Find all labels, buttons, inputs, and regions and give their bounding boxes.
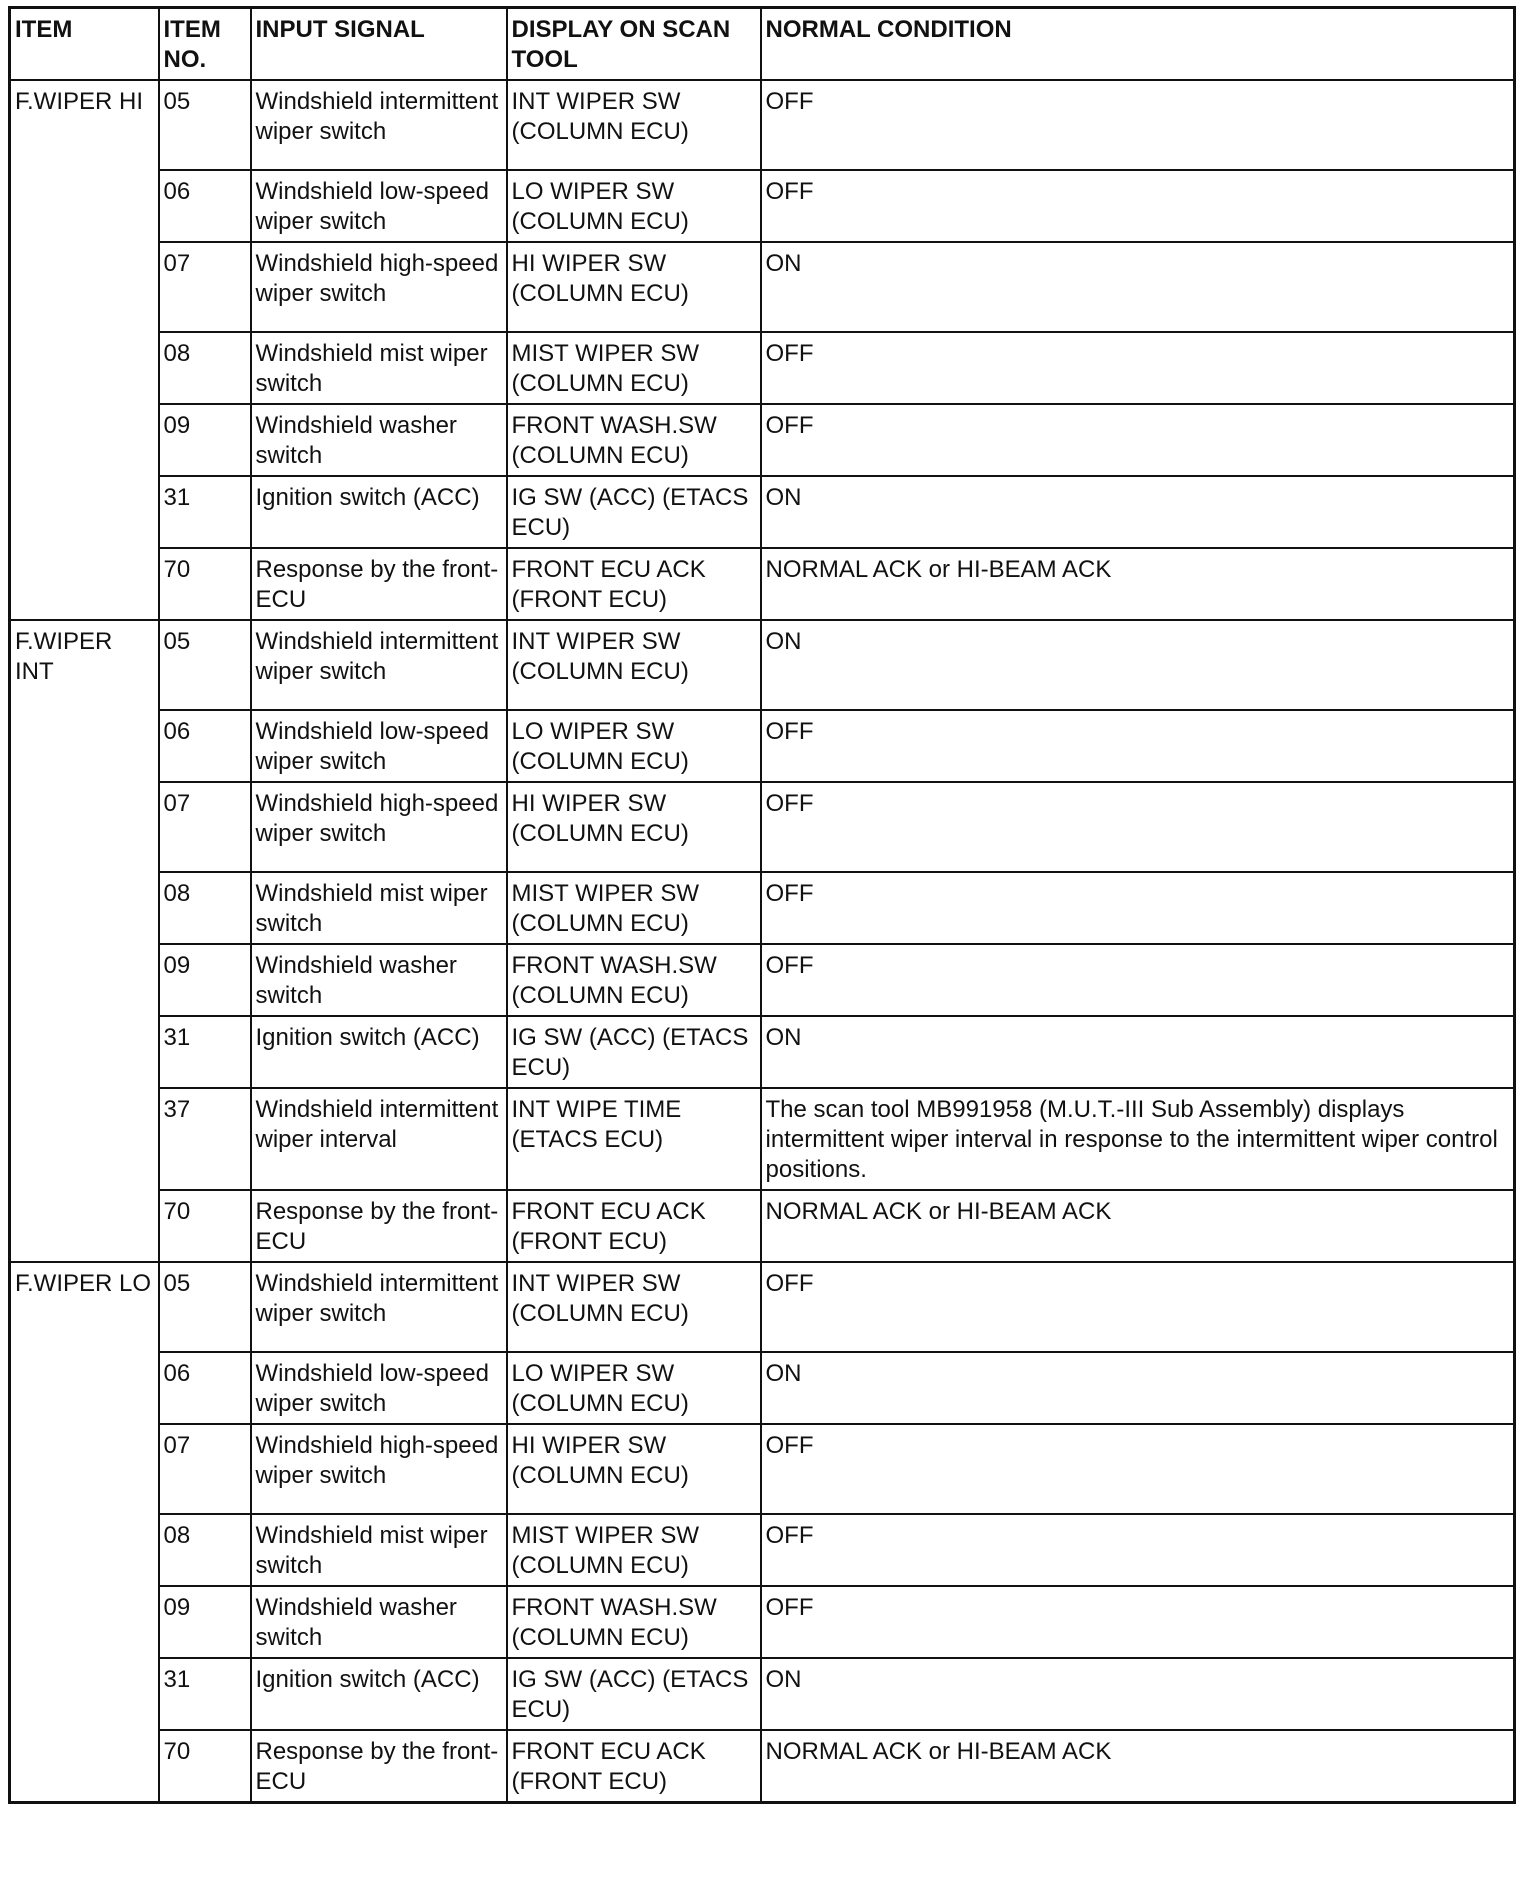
table-row — [10, 1190, 1515, 1262]
item-no-cell: 08 — [159, 332, 251, 404]
normal-condition-cell: OFF — [761, 1586, 1515, 1658]
item-no-cell: 05 — [159, 1262, 251, 1352]
item-no-cell: 31 — [159, 1658, 251, 1730]
normal-condition-cell: OFF — [761, 332, 1515, 404]
input-signal-cell: Windshield high-speed wiper switch — [251, 1424, 507, 1514]
normal-condition-cell: OFF — [761, 80, 1515, 170]
normal-condition-cell: ON — [761, 1352, 1515, 1424]
input-signal-cell: Windshield intermittent wiper switch — [251, 1262, 507, 1352]
table-body — [10, 80, 1515, 1803]
normal-condition-cell: ON — [761, 620, 1515, 710]
normal-condition-cell: OFF — [761, 944, 1515, 1016]
normal-condition-cell: OFF — [761, 404, 1515, 476]
normal-condition-cell: ON — [761, 1658, 1515, 1730]
normal-condition-cell: OFF — [761, 1514, 1515, 1586]
item-no-cell: 31 — [159, 1016, 251, 1088]
input-signal-cell: Windshield low-speed wiper switch — [251, 170, 507, 242]
header-item: ITEM — [10, 8, 159, 81]
item-no-cell: 09 — [159, 1586, 251, 1658]
item-no-cell: 37 — [159, 1088, 251, 1190]
table-row — [10, 548, 1515, 620]
item-no-cell: 09 — [159, 404, 251, 476]
header-normal-condition: NORMAL CONDITION — [761, 8, 1515, 81]
table-row — [10, 1088, 1515, 1190]
table-row — [10, 1586, 1515, 1658]
display-cell: HI WIPER SW (COLUMN ECU) — [507, 782, 761, 872]
display-cell: FRONT WASH.SW (COLUMN ECU) — [507, 1586, 761, 1658]
item-cell: F.WIPER LO — [10, 1262, 159, 1803]
table-row — [10, 1262, 1515, 1352]
item-no-cell: 70 — [159, 548, 251, 620]
header-display-on-scan-tool: DISPLAY ON SCAN TOOL — [507, 8, 761, 81]
table-row — [10, 1352, 1515, 1424]
input-signal-cell: Windshield high-speed wiper switch — [251, 782, 507, 872]
header-item-no: ITEM NO. — [159, 8, 251, 81]
item-no-cell: 06 — [159, 170, 251, 242]
table-row — [10, 476, 1515, 548]
table-row — [10, 944, 1515, 1016]
table-row — [10, 404, 1515, 476]
table-row — [10, 332, 1515, 404]
display-cell: FRONT WASH.SW (COLUMN ECU) — [507, 404, 761, 476]
item-no-cell: 09 — [159, 944, 251, 1016]
normal-condition-cell: ON — [761, 476, 1515, 548]
display-cell: MIST WIPER SW (COLUMN ECU) — [507, 1514, 761, 1586]
normal-condition-cell: The scan tool MB991958 (M.U.T.-III Sub Assembly) displays intermittent wiper interval in response to the intermittent wiper control positions. — [761, 1088, 1515, 1190]
header-input-signal: INPUT SIGNAL — [251, 8, 507, 81]
normal-condition-cell: ON — [761, 242, 1515, 332]
table-row — [10, 1424, 1515, 1514]
display-cell: FRONT WASH.SW (COLUMN ECU) — [507, 944, 761, 1016]
input-signal-cell: Ignition switch (ACC) — [251, 1016, 507, 1088]
item-no-cell: 07 — [159, 242, 251, 332]
input-signal-cell: Windshield washer switch — [251, 404, 507, 476]
input-signal-cell: Windshield low-speed wiper switch — [251, 710, 507, 782]
header-row — [10, 8, 1515, 81]
table-row — [10, 1016, 1515, 1088]
input-signal-cell: Windshield intermittent wiper switch — [251, 80, 507, 170]
display-cell: HI WIPER SW (COLUMN ECU) — [507, 242, 761, 332]
item-no-cell: 07 — [159, 782, 251, 872]
normal-condition-cell: ON — [761, 1016, 1515, 1088]
input-signal-cell: Windshield high-speed wiper switch — [251, 242, 507, 332]
display-cell: FRONT ECU ACK (FRONT ECU) — [507, 1730, 761, 1803]
display-cell: LO WIPER SW (COLUMN ECU) — [507, 710, 761, 782]
display-cell: HI WIPER SW (COLUMN ECU) — [507, 1424, 761, 1514]
input-signal-cell: Response by the front-ECU — [251, 1730, 507, 1803]
display-cell: IG SW (ACC) (ETACS ECU) — [507, 1658, 761, 1730]
normal-condition-cell: OFF — [761, 710, 1515, 782]
item-no-cell: 08 — [159, 1514, 251, 1586]
input-signal-cell: Response by the front-ECU — [251, 1190, 507, 1262]
display-cell: FRONT ECU ACK (FRONT ECU) — [507, 1190, 761, 1262]
display-cell: INT WIPER SW (COLUMN ECU) — [507, 620, 761, 710]
item-no-cell: 70 — [159, 1190, 251, 1262]
table-row — [10, 1514, 1515, 1586]
input-signal-cell: Windshield washer switch — [251, 944, 507, 1016]
normal-condition-cell: OFF — [761, 1424, 1515, 1514]
input-signal-cell: Windshield mist wiper switch — [251, 872, 507, 944]
display-cell: IG SW (ACC) (ETACS ECU) — [507, 476, 761, 548]
input-signal-cell: Ignition switch (ACC) — [251, 1658, 507, 1730]
input-signal-cell: Ignition switch (ACC) — [251, 476, 507, 548]
display-cell: FRONT ECU ACK (FRONT ECU) — [507, 548, 761, 620]
item-no-cell: 31 — [159, 476, 251, 548]
normal-condition-cell: NORMAL ACK or HI-BEAM ACK — [761, 548, 1515, 620]
input-signal-cell: Windshield intermittent wiper interval — [251, 1088, 507, 1190]
input-signal-cell: Windshield mist wiper switch — [251, 332, 507, 404]
data-list-table-container — [8, 6, 1513, 1804]
display-cell: LO WIPER SW (COLUMN ECU) — [507, 170, 761, 242]
item-no-cell: 05 — [159, 620, 251, 710]
item-no-cell: 05 — [159, 80, 251, 170]
normal-condition-cell: OFF — [761, 170, 1515, 242]
normal-condition-cell: OFF — [761, 1262, 1515, 1352]
normal-condition-cell: NORMAL ACK or HI-BEAM ACK — [761, 1190, 1515, 1262]
table-row — [10, 710, 1515, 782]
item-cell: F.WIPER HI — [10, 80, 159, 620]
normal-condition-cell: NORMAL ACK or HI-BEAM ACK — [761, 1730, 1515, 1803]
input-signal-cell: Windshield washer switch — [251, 1586, 507, 1658]
display-cell: INT WIPER SW (COLUMN ECU) — [507, 80, 761, 170]
input-signal-cell: Response by the front-ECU — [251, 548, 507, 620]
normal-condition-cell: OFF — [761, 782, 1515, 872]
item-no-cell: 08 — [159, 872, 251, 944]
table-row — [10, 1658, 1515, 1730]
display-cell: IG SW (ACC) (ETACS ECU) — [507, 1016, 761, 1088]
table-row — [10, 170, 1515, 242]
display-cell: INT WIPER SW (COLUMN ECU) — [507, 1262, 761, 1352]
table-row — [10, 80, 1515, 170]
item-no-cell: 07 — [159, 1424, 251, 1514]
normal-condition-cell: OFF — [761, 872, 1515, 944]
table-row — [10, 242, 1515, 332]
table-row — [10, 1730, 1515, 1803]
data-list-table — [8, 6, 1516, 1804]
table-row — [10, 620, 1515, 710]
table-row — [10, 782, 1515, 872]
display-cell: LO WIPER SW (COLUMN ECU) — [507, 1352, 761, 1424]
table-row — [10, 872, 1515, 944]
display-cell: MIST WIPER SW (COLUMN ECU) — [507, 872, 761, 944]
item-no-cell: 70 — [159, 1730, 251, 1803]
item-no-cell: 06 — [159, 710, 251, 782]
item-no-cell: 06 — [159, 1352, 251, 1424]
display-cell: MIST WIPER SW (COLUMN ECU) — [507, 332, 761, 404]
display-cell: INT WIPE TIME (ETACS ECU) — [507, 1088, 761, 1190]
input-signal-cell: Windshield mist wiper switch — [251, 1514, 507, 1586]
input-signal-cell: Windshield low-speed wiper switch — [251, 1352, 507, 1424]
input-signal-cell: Windshield intermittent wiper switch — [251, 620, 507, 710]
item-cell: F.WIPER INT — [10, 620, 159, 1262]
